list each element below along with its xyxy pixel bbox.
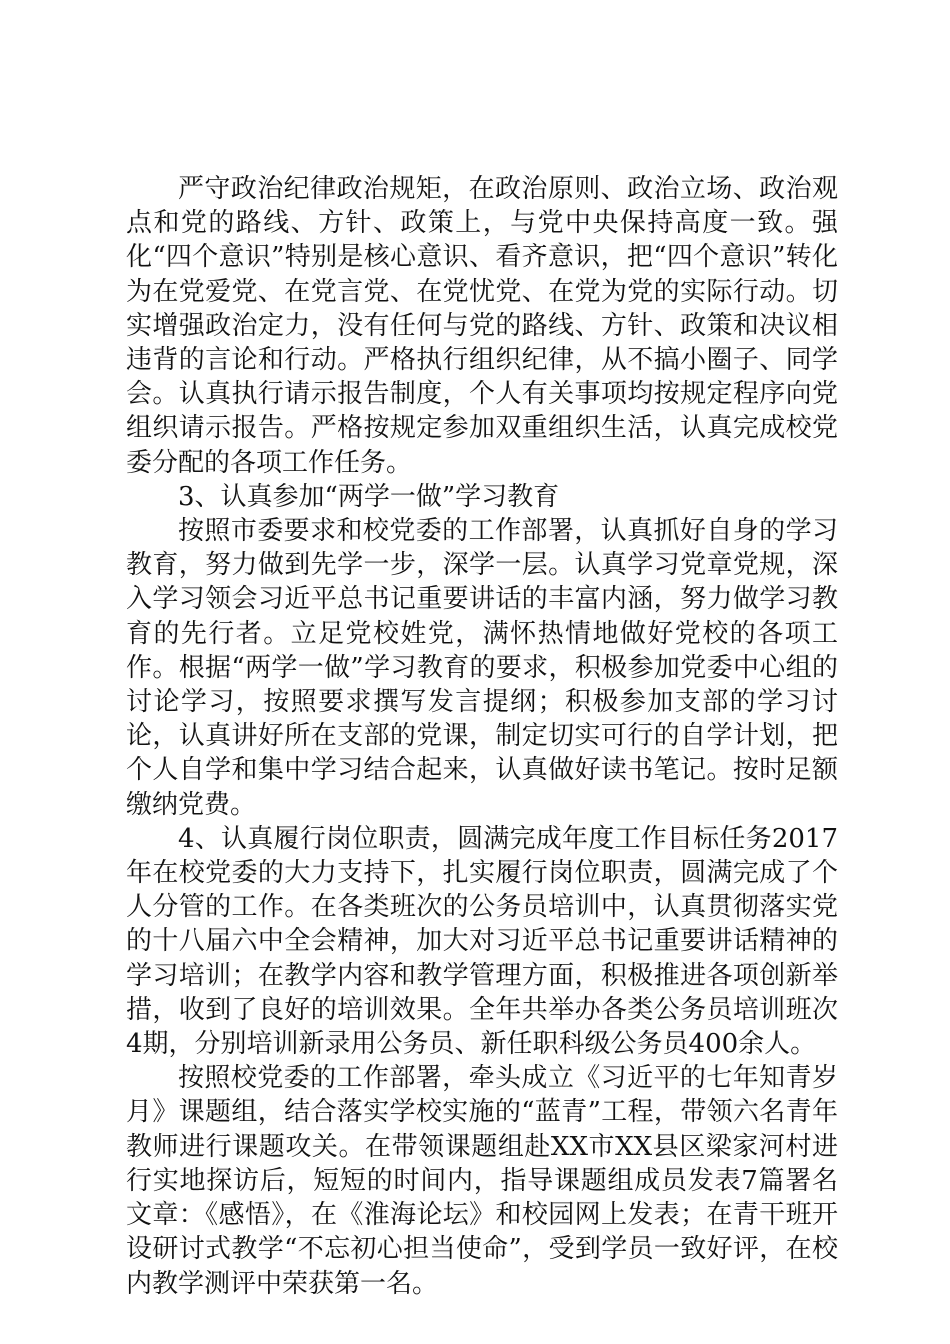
paragraph-research-project: 按照校党委的工作部署，牵头成立《习近平的七年知青岁月》课题组，结合落实学校实施的“蓝青”工程，带领六名青年教师进行课题攻关。在带领课题组赴XX市XX县区梁家河村进行实地探访后，短短的时间内，指导课题组成员发表7篇署名文章：《感悟》，在《淮海论坛》和校园网上发表；在青干班开设研讨式教学“不忘初心担当使命”，受到学员一致好评，在校内教学测评中荣获第一名。 xyxy=(126,1063,838,1299)
paragraph-political-discipline: 严守政治纪律政治规矩，在政治原则、政治立场、政治观点和党的路线、方针、政策上，与党中央保持高度一致。强化“四个意识”特别是核心意识、看齐意识，把“四个意识”转化为在党爱党、在党言党、在党忧党、在党为党的实际行动。切实增强政治定力，没有任何与党的路线、方针、政策和决议相违背的言论和行动。严格执行组织纪律，从不搞小圈子、同学会。认真执行请示报告制度，个人有关事项均按规定程序向党组织请示报告。严格按规定参加双重组织生活，认真完成校党委分配的各项工作任务。 xyxy=(126,174,838,478)
section-heading-study-education: 3、认真参加“两学一做”学习教育 xyxy=(178,481,560,512)
paragraph-study-education: 按照市委要求和校党委的工作部署，认真抓好自身的学习教育，努力做到先学一步，深学一层。认真学习党章党规，深入学习领会习近平总书记重要讲话的丰富内涵，努力做学习教育的先行者。立足党校姓党，满怀热情地做好党校的各项工作。根据“两学一做”学习教育的要求，积极参加党委中心组的讨论学习，按照要求撰写发言提纲；积极参加支部的学习讨论，认真讲好所在支部的党课，制定切实可行的自学计划，把个人自学和集中学习结合起来，认真做好读书笔记。按时足额缴纳党费。 xyxy=(126,516,838,820)
document-body xyxy=(126,172,838,1301)
paragraph-job-duties: 4、认真履行岗位职责，圆满完成年度工作目标任务2017年在校党委的大力支持下，扎实履行岗位职责，圆满完成了个人分管的工作。在各类班次的公务员培训中，认真贯彻落实党的十八届六中全会精神，加大对习近平总书记重要讲话精神的学习培训；在教学内容和教学管理方面，积极推进各项创新举措，收到了良好的培训效果。全年共举办各类公务员培训班次4期，分别培训新录用公务员、新任职科级公务员400余人。 xyxy=(126,823,838,1060)
